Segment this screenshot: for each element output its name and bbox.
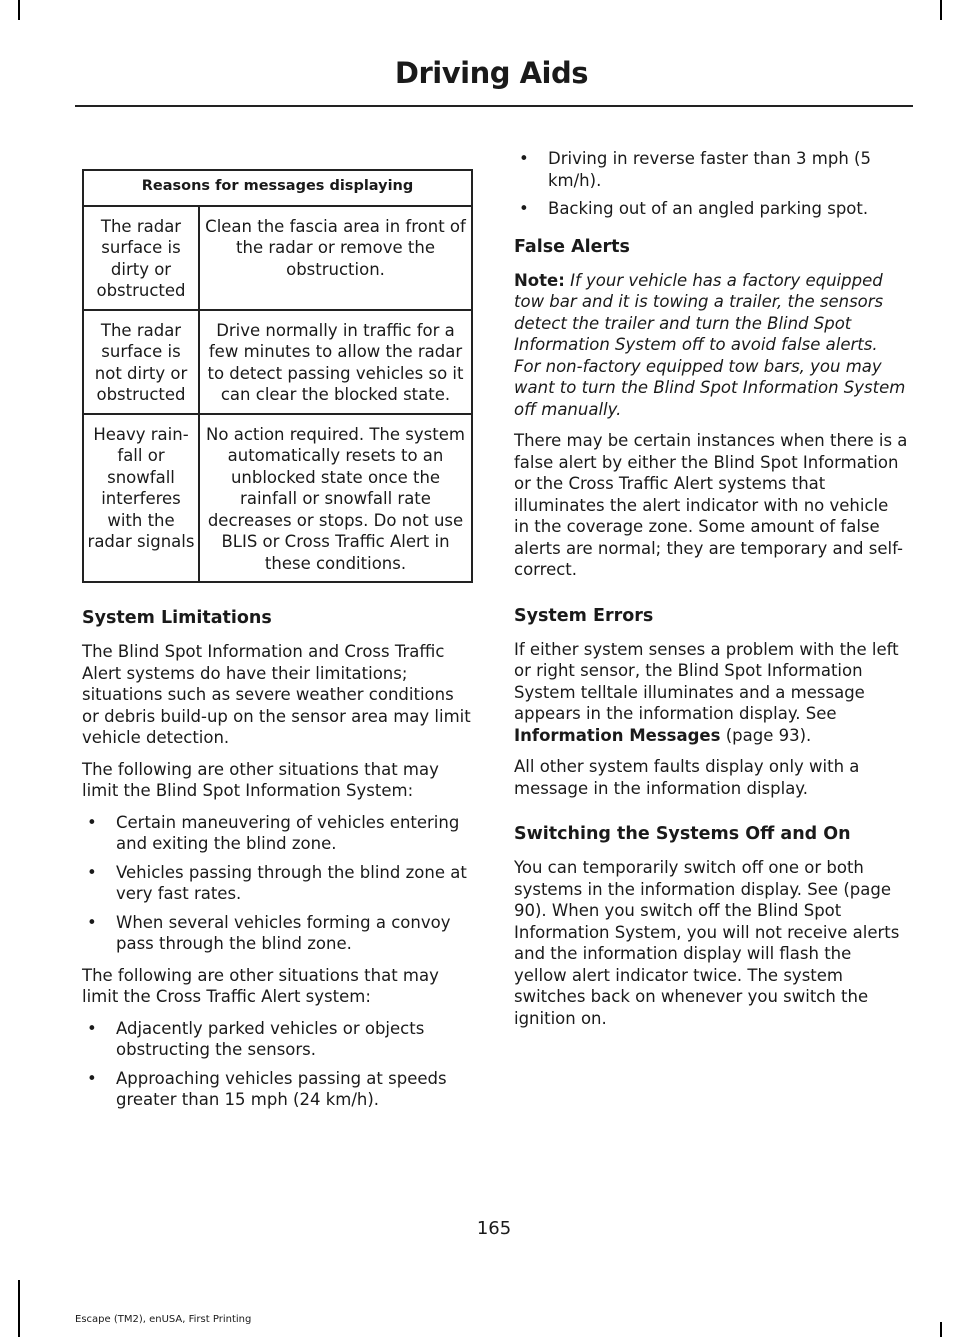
reasons-table: [82, 169, 473, 583]
crop-mark-top-right: [940, 0, 942, 20]
errors-page-ref: (page 93).: [720, 725, 812, 745]
bullet-icon: •: [87, 912, 97, 932]
list-item: [82, 862, 474, 905]
table-row: [83, 206, 472, 310]
list-item: [82, 1018, 474, 1061]
right-column: [514, 148, 908, 1039]
table-cell-action: Clean the fascia area in front of the radar or remove the obstruction.: [199, 206, 472, 310]
bullet-icon: •: [519, 149, 529, 168]
cta-intro: The following are other situations that may limit the Cross Traffic Alert system:: [82, 965, 439, 1006]
crop-mark-top-left: [18, 0, 20, 20]
blis-intro: The following are other situations that may limit the Blind Spot Information System:: [82, 759, 439, 800]
information-messages-link[interactable]: Information Messages: [514, 725, 721, 745]
note-paragraph: [514, 270, 908, 421]
switching-heading: Switching the Systems Off and On: [514, 824, 851, 844]
list-item: [514, 148, 908, 191]
blis-list: [82, 812, 474, 955]
page-number: 165: [476, 1218, 512, 1239]
limitations-paragraph: The Blind Spot Information and Cross Traffic Alert systems do have their limitations; situations such as severe weather conditions or debris build-up on the sensor area may limit vehicle detection.: [82, 642, 471, 747]
list-item-text: Vehicles passing through the blind zone at very fast rates.: [116, 862, 467, 903]
list-item: [514, 198, 908, 220]
list-item-text: Approaching vehicles passing at speeds greater than 15 mph (24 km/h).: [116, 1068, 447, 1109]
table-row: [83, 414, 472, 583]
bullet-icon: •: [87, 862, 97, 882]
cta-list: [82, 1018, 474, 1111]
table-cell-action: No action required. The system automatically resets to an unblocked state once the rainfall or snowfall rate decreases or stops. Do not use BLIS or Cross Traffic Alert in these conditions.: [199, 414, 472, 583]
table-cell-action: Drive normally in traffic for a few minutes to allow the radar to detect passing vehicles so it can clear the blocked state.: [199, 310, 472, 414]
system-errors-heading: System Errors: [514, 605, 654, 626]
table-row: [83, 310, 472, 414]
note-label: Note:: [514, 270, 565, 290]
list-item: [82, 812, 474, 855]
table-cell-cause: The radar surface is not dirty or obstructed: [83, 310, 199, 414]
list-item-text: Backing out of an angled parking spot.: [548, 199, 869, 218]
footer-edition: Escape (TM2), enUSA, First Printing: [75, 1314, 252, 1325]
section-title: Driving Aids: [394, 56, 588, 90]
system-errors-paragraph: [514, 639, 908, 747]
crop-mark-bottom-left: [18, 1280, 20, 1337]
switching-paragraph: You can temporarily switch off one or both systems in the information display. See (page 90). When you switch off the Blind Spot Information System, you will not receive alerts and the information display will flash the yellow alert indicator twice. The system switches back on whenever you switch the ignition on.: [514, 858, 900, 1028]
crop-mark-bottom-right: [940, 1322, 942, 1337]
bullet-icon: •: [87, 1018, 97, 1038]
list-item: [82, 1068, 474, 1111]
list-item-text: When several vehicles forming a convoy pass through the blind zone.: [116, 912, 451, 953]
bullet-icon: •: [519, 199, 529, 218]
bullet-icon: •: [87, 1068, 97, 1088]
false-alerts-heading: False Alerts: [514, 236, 630, 257]
list-item: [82, 912, 474, 955]
errors-text: If either system senses a problem with the left or right sensor, the Blind Spot Information System telltale illuminates and a message appears in the information display. See: [514, 639, 899, 723]
table-cell-cause: The radar surface is dirty or obstructed: [83, 206, 199, 310]
left-column: [82, 140, 474, 1121]
header-rule: [75, 105, 913, 107]
note-text: If your vehicle has a factory equipped tow bar and it is towing a trailer, the sensors detect the trailer and turn the Blind Spot Information System off to avoid false alerts. For non-factory equipped tow bars, you may want to turn the Blind Spot Information System off manually.: [514, 270, 906, 419]
limitations-heading: System Limitations: [82, 608, 272, 628]
false-alerts-paragraph: There may be certain instances when there is a false alert by either the Blind Spot Information or the Cross Traffic Alert systems that illuminates the alert indicator with no vehicle in the coverage zone. Some amount of false alerts are normal; they are temporary and self-correct.: [514, 431, 908, 579]
bullet-icon: •: [87, 812, 97, 832]
table-header: Reasons for messages displaying: [83, 170, 472, 206]
table-cell-cause: Heavy rain-fall or snowfall interferes with the radar signals: [83, 414, 199, 583]
list-item-text: Driving in reverse faster than 3 mph (5 km/h).: [548, 149, 871, 190]
system-faults-paragraph: All other system faults display only with a message in the information display.: [514, 757, 860, 798]
cta-list-continued: [514, 148, 908, 220]
list-item-text: Certain maneuvering of vehicles entering and exiting the blind zone.: [116, 812, 460, 853]
list-item-text: Adjacently parked vehicles or objects obstructing the sensors.: [116, 1018, 425, 1059]
